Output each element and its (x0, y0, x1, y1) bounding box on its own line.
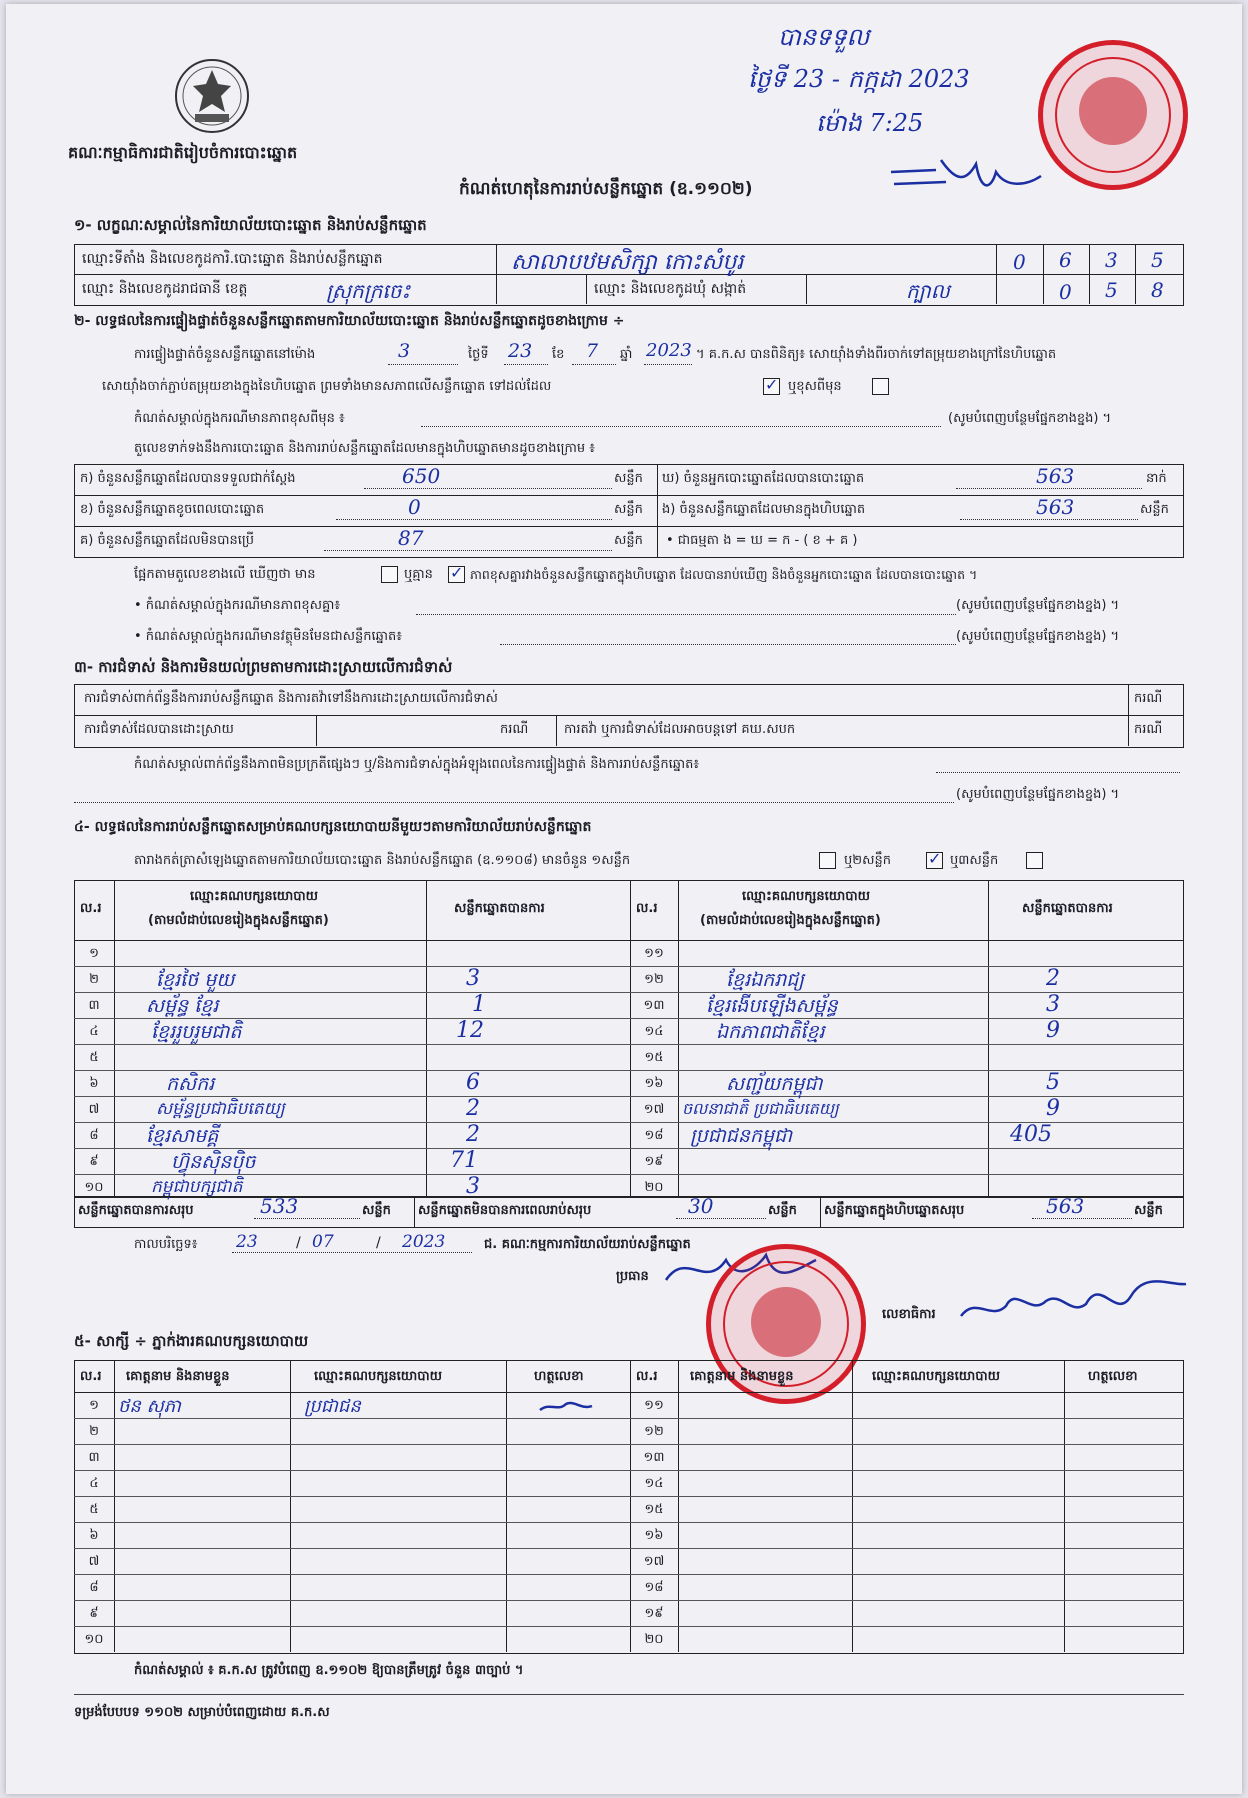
count-d-value: 563 (1036, 464, 1075, 488)
commune-code-1: 0 (1059, 280, 1072, 304)
note-diff-label: កំណត់សម្គាល់ក្នុងករណីមានភាពខុសពីមុន ៖ (134, 411, 345, 426)
result-row-no: ១៨ (644, 1128, 664, 1143)
received-note-line2: ថ្ងៃទី 23 - កក្កដា 2023 (748, 65, 970, 93)
objection-row2-label: ការជំទាស់ដែលបានដោះស្រាយ (84, 722, 234, 737)
count-b-label: ខ) ចំនួនសន្លឹកឆ្នោតខូចពេលបោះឆ្នោត (80, 502, 265, 517)
note-diff-suffix: (សូមបំពេញបន្ថែមផ្នែកខាងខ្នង) ។ (948, 411, 1112, 426)
result-party-name: សម្ព័ន្ធប្រជាធិបតេយ្យ (156, 1099, 285, 1119)
witness-row-no: ៧ (88, 1554, 100, 1569)
date-label: កាលបរិច្ឆេទ៖ (134, 1237, 198, 1252)
official-stamp-top (1038, 40, 1188, 190)
results-col-votes-right: សន្លឹកឆ្នោតបានការ (1022, 901, 1113, 916)
tally-three-sheets-checkbox[interactable] (1026, 852, 1043, 869)
count-e-label: ង) ចំនួនសន្លឹកឆ្នោតដែលមានក្នុងហិបឆ្នោត (662, 502, 866, 517)
note-item-suffix: (សូមបំពេញបន្ថែមផ្នែកខាងខ្នង) ។ (956, 629, 1120, 644)
witness-col-name-right: គោត្តនាម និងនាមខ្លួន (690, 1369, 794, 1384)
note-mismatch-label: • កំណត់សម្គាល់ក្នុងករណីមានភាពខុសគ្នា៖ (134, 598, 341, 613)
witness-row-no: ១៩ (644, 1606, 664, 1621)
total-box-label: សន្លឹកឆ្នោតក្នុងហិបឆ្នោតសរុប (824, 1203, 965, 1218)
result-row-no: ៦ (89, 1076, 99, 1091)
results-col-votes-left: សន្លឹកឆ្នោតបានការ (454, 901, 545, 916)
compare-or: ឬគ្មាន (404, 567, 433, 582)
results-col-party-sub-left: (តាមលំដាប់លេខរៀងក្នុងសន្លឹកឆ្នោត) (148, 913, 329, 928)
result-votes: 3 (466, 1174, 480, 1199)
compare-text-1: ផ្អែកតាមតួលេខខាងលើ ឃើញថា មាន (134, 567, 316, 582)
result-party-name: ខ្មែររួបរួមជាតិ (151, 1021, 242, 1043)
result-party-name: សញ្ជ័យកម្ពុជា (726, 1073, 823, 1095)
result-party-name: ប្រជាជនកម្ពុជា (690, 1125, 793, 1147)
results-col-party-left: ឈ្មោះគណបក្សនយោបាយ (190, 889, 318, 904)
result-row-no: ១៥ (644, 1050, 664, 1065)
note-irregular-label: កំណត់សម្គាល់ពាក់ព័ន្ធនឹងភាពមិនប្រក្រតីផ្សេងៗ ឬ/និងការជំទាស់ក្នុងអំឡុងពេលនៃការផ្ទៀងផ្ទាត់ និងការរាប់សន្លឹកឆ្នោត៖ (134, 757, 700, 772)
compare-text-2: ភាពខុសគ្នារវាងចំនួនសន្លឹកឆ្នោតក្នុងហិបឆ្នោត ដែលបានរាប់ឃើញ និងចំនួនអ្នកបោះឆ្នោត ដែលបានបោះឆ្នោត ។ (470, 567, 978, 582)
result-row-no: ៤ (89, 1024, 99, 1039)
count-d-label: ឃ) ចំនួនអ្នកបោះឆ្នោតដែលបានបោះឆ្នោត (662, 471, 865, 486)
note-mismatch-suffix: (សូមបំពេញបន្ថែមផ្នែកខាងខ្នង) ។ (956, 598, 1120, 613)
tally-three-label: ឬ៣សន្លឹក (950, 853, 999, 868)
station-code-1: 0 (1013, 250, 1026, 274)
witness-row-no: ១៣ (643, 1450, 665, 1465)
commune-code-3: 8 (1151, 278, 1164, 302)
result-party-name: ឯកភាពជាតិខ្មែរ (716, 1021, 825, 1043)
result-votes: 1 (472, 992, 486, 1017)
result-row-no: ១៩ (644, 1154, 664, 1169)
form-title: កំណត់ហេតុនៃការរាប់សន្លឹកឆ្នោត (ឧ.១១០២) (459, 179, 753, 199)
witness-row-no: ៤ (89, 1476, 99, 1491)
form-code: ទម្រង់បែបបទ ១១០២ សម្រាប់បំពេញដោយ គ.ក.ស (74, 1705, 330, 1720)
witness-col-sign-left: ហត្ថលេខា (534, 1369, 584, 1384)
tally-two-sheets-checkbox[interactable] (926, 852, 943, 869)
committee-name: គណៈកម្មាធិការជាតិរៀបចំការបោះឆ្នោត (68, 143, 298, 162)
province-label: ឈ្មោះ និងលេខកូដរាជធានី ខេត្ត (82, 281, 248, 297)
station-code-4: 5 (1151, 248, 1164, 272)
total-invalid-value: 30 (688, 1194, 714, 1218)
chair-label: ប្រធាន (616, 1269, 649, 1284)
result-party-name: ចលនាជាតិ ប្រជាធិបតេយ្យ (682, 1099, 839, 1118)
result-votes: 5 (1046, 1070, 1060, 1095)
witness-col-no-right: ល.រ (636, 1369, 658, 1384)
station-value: សាលាបឋមសិក្សា កោះសំបូរ (511, 250, 744, 275)
witness-col-name-left: គោត្តនាម និងនាមខ្លួន (126, 1369, 230, 1384)
result-party-name: ហ៊្វុនស៊ិនប៉ិច (171, 1151, 256, 1173)
result-votes: 2 (466, 1122, 480, 1147)
result-row-no: ២០ (644, 1180, 664, 1195)
witness-col-no-left: ល.រ (80, 1369, 102, 1384)
witness-col-party-right: ឈ្មោះគណបក្សនយោបាយ (872, 1369, 1000, 1384)
objection-row2-cases: ករណី (500, 722, 529, 737)
counts-intro: តួលេខទាក់ទងនឹងការបោះឆ្នោត និងការរាប់សន្លឹកឆ្នោតដែលមានក្នុងហិបឆ្នោតមានដូចខាងក្រោម ៖ (134, 441, 595, 456)
count-e-value: 563 (1036, 495, 1075, 519)
count-b-value: 0 (408, 495, 421, 519)
verify-prefix: ការផ្ទៀងផ្ទាត់ចំនួនសន្លឹកឆ្នោតនៅម៉ោង (134, 347, 316, 362)
result-party-name: កម្ពុជាបក្សជាតិ (151, 1177, 243, 1197)
secretary-label: លេខាធិការ (882, 1307, 936, 1322)
result-row-no: ១០ (84, 1180, 104, 1195)
total-valid-label: សន្លឹកឆ្នោតបានការសរុប (78, 1203, 194, 1218)
witness-col-party-left: ឈ្មោះគណបក្សនយោបាយ (314, 1369, 442, 1384)
verify-month: 7 (586, 340, 599, 362)
station-code-2: 6 (1059, 248, 1072, 272)
result-party-name: កសិករ (166, 1073, 215, 1095)
results-col-party-right: ឈ្មោះគណបក្សនយោបាយ (742, 889, 870, 904)
section5-heading: ៥- សាក្សី ÷ ភ្នាក់ងារគណបក្សនយោបាយ (74, 1332, 309, 1350)
count-b-unit: សន្លឹក (614, 502, 643, 517)
commune-code-2: 5 (1105, 278, 1118, 302)
count-e-unit: សន្លឹក (1140, 502, 1169, 517)
witness-table (74, 1360, 1184, 1654)
count-c-label: គ) ចំនួនសន្លឹកឆ្នោតដែលមិនបានប្រើ (80, 533, 254, 548)
result-party-name: ខ្មែរឯករាជ្យ (726, 969, 805, 991)
result-votes: 71 (450, 1148, 478, 1173)
witness-1-signature (536, 1396, 596, 1416)
total-box-unit: សន្លឹក (1134, 1203, 1163, 1218)
section4-heading: ៤- លទ្ធផលនៃការរាប់សន្លឹកឆ្នោតសម្រាប់គណបក្សនយោបាយនីមួយៗតាមការិយាល័យរាប់សន្លឹកឆ្នោត (74, 819, 592, 835)
date-month: 07 (312, 1232, 334, 1252)
seal-line: សោយ៉ាំងចាក់ភ្ជាប់តម្រុយខាងក្នុងនៃហិបឆ្នោត ព្រមទាំងមានសភាពលើសន្លឹកឆ្នោត ទៅដល់ដែល (102, 379, 552, 394)
verify-suffix: ។ គ.ក.ស បានពិនិត្យ៖ សោយ៉ាំងទាំងពីរចាក់ទៅតម្រុយខាងក្រៅនៃហិបឆ្នោត (696, 347, 1057, 362)
section3-heading: ៣- ការជំទាស់ និងការមិនយល់ព្រមតាមការដោះស្រាយលើការជំទាស់ (74, 658, 453, 676)
date-year: 2023 (402, 1232, 446, 1252)
count-a-unit: សន្លឹក (614, 471, 643, 486)
footer-note: កំណត់សម្គាល់ ៖ គ.ក.ស ត្រូវបំពេញ ឧ.១១០២ ឱ្យបានត្រឹមត្រូវ ចំនួន ៣ច្បាប់ ។ (134, 1663, 524, 1678)
election-form-page: គណៈកម្មាធិការជាតិរៀបចំការបោះឆ្នោត កំណត់ហេតុនៃការរាប់សន្លឹកឆ្នោត (ឧ.១១០២) បានទទួល ថ្ងៃទី 23 - កក្កដា 2023 ម៉ោង 7:25 ១- លក្ខណៈសម្គាល់នៃការិយាល័យបោះឆ្នោត និងរាប់សន្លឹកឆ្នោត ឈ្មោះទីតាំង និងលេខកូដការិ.បោះឆ្នោត និងរាប់សន្លឹកឆ្នោត សាលាបឋមសិក្សា កោះសំបូរ 0 6 3 5 ឈ្មោះ និងលេខកូដរាជធានី ខេត្ត ស្រុកក្រចេះ ឈ្មោះ និងលេខកូដឃុំ សង្កាត់ ក្បាល 0 5 8 ២- លទ្ធផលនៃការផ្ទៀងផ្ទាត់ចំនួនសន្លឹកឆ្នោតតាមការិយាល័យបោះឆ្នោត និងរាប់សន្លឹកឆ្នោតដូចខាងក្រោម ÷ ការផ្ទៀងផ្ទាត់ចំនួនសន្លឹកឆ្នោតនៅម៉ោង 3 ថ្ងៃទី 23 ខែ 7 ឆ្នាំ 2023 ។ គ.ក.ស បានពិនិត្យ៖ សោយ៉ាំងទាំងពីរចាក់ទៅតម្រុយខាងក្រៅនៃហិបឆ្នោត សោយ៉ាំងចាក់ភ្ជាប់តម្រុយខាងក្នុងនៃហិបឆ្នោត ព្រមទាំងមានសភាពលើសន្លឹកឆ្នោត ទៅដល់ដែល ✓ ឬខុសពីមុន កំណត់សម្គាល់ក្នុងករណីមានភាពខុសពីមុន ៖ (សូមបំពេញបន្ថែមផ្នែកខាងខ្នង) ។ តួលេខទាក់ទងនឹងការបោះឆ្នោត និងការរាប់សន្លឹកឆ្នោតដែលមានក្នុងហិបឆ្នោតមានដូចខាងក្រោម ៖ ក) ចំនួនសន្លឹកឆ្នោតដែលបានទទួលជាក់ស្តែង 650 សន្លឹក ខ) ចំនួនសន្លឹកឆ្នោតខូចពេលបោះឆ្នោត 0 សន្លឹក គ) ចំនួនសន្លឹកឆ្នោតដែលមិនបានប្រើ 87 សន្លឹក ឃ) ចំនួនអ្នកបោះឆ្នោតដែលបានបោះឆ្នោត 563 នាក់ ង) ចំនួនសន្លឹកឆ្នោតដែលមានក្នុងហិបឆ្នោត 563 សន្លឹក • ជាធម្មតា ង = ឃ = ក - ( ខ + គ ) ផ្អែកតាមតួលេខខាងលើ ឃើញថា មាន ឬគ្មាន ✓ ភាពខុសគ្នារវាងចំនួនសន្លឹកឆ្នោតក្នុងហិបឆ្នោត ដែលបានរាប់ឃើញ និងចំនួនអ្នកបោះឆ្នោត ដែលបានបោះឆ្នោត ។ • កំណត់សម្គាល់ក្នុងករណីមានភាពខុសគ្នា៖ (សូមបំពេញបន្ថែមផ្នែកខាងខ្នង) ។ • កំណត់សម្គាល់ក្នុងករណីមានវត្ថុមិនមែនជាសន្លឹកឆ្នោត៖ (សូមបំពេញបន្ថែមផ្នែកខាងខ្នង) ។ ៣- ការជំទាស់ និងការមិនយល់ព្រមតាមការដោះស្រាយលើការជំទាស់ ការជំទាស់ពាក់ព័ន្ធនឹងការរាប់សន្លឹកឆ្នោត និងការតវ៉ាទៅនឹងការដោះស្រាយលើការជំទាស់ ករណី ការជំទាស់ដែលបានដោះស្រាយ ករណី ការតវ៉ា ឬការជំទាស់ដែលអាចបន្តទៅ គឃ.សបក ករណី កំណត់សម្គាល់ពាក់ព័ន្ធនឹងភាពមិនប្រក្រតីផ្សេងៗ ឬ/និងការជំទាស់ក្នុងអំឡុងពេលនៃការផ្ទៀងផ្ទាត់ និងការរាប់សន្លឹកឆ្នោត៖ (សូមបំពេញបន្ថែមផ្នែកខាងខ្នង) ។ ៤- លទ្ធផលនៃការរាប់សន្លឹកឆ្នោតសម្រាប់គណបក្សនយោបាយនីមួយៗតាមការិយាល័យរាប់សន្លឹកឆ្នោត តារាងកត់ត្រាសំឡេងឆ្នោតតាមការិយាល័យបោះឆ្នោត និងរាប់សន្លឹកឆ្នោត (ឧ.១១០៨) មានចំនួន ១សន្លឹក ឬ២សន្លឹក ✓ ឬ៣សន្លឹក ល.រ ឈ្មោះគណបក្សនយោបាយ (តាមលំដាប់លេខរៀងក្នុងសន្លឹកឆ្នោត) សន្លឹកឆ្នោតបានការ ល.រ ឈ្មោះគណបក្សនយោបាយ (តាមលំដាប់លេខរៀងក្នុងសន្លឹកឆ្នោត) សន្លឹកឆ្នោតបានការ ១ ២ ៣ ៤ ៥ ៦ ៧ ៨ ៩ ១០ ខ្មែរថៃ មួយ សម្ព័ន្ធ ខ្មែរ ខ្មែររួបរួមជាតិ កសិករ សម្ព័ន្ធប្រជាធិបតេយ្យ ខ្មែរសាមគ្គី ហ៊្វុនស៊ិនប៉ិច កម្ពុជាបក្សជាតិ 3 1 12 6 2 2 71 3 ១១ ១២ ១៣ ១៤ ១៥ ១៦ ១៧ ១៨ ១៩ ២០ ខ្មែរឯករាជ្យ ខ្មែរងើបឡើងសម្ព័ន្ធ ឯកភាពជាតិខ្មែរ សញ្ជ័យកម្ពុជា ចលនាជាតិ ប្រជាធិបតេយ្យ ប្រជាជនកម្ពុជា 2 3 9 5 9 405 សន្លឹកឆ្នោតបានការសរុប 533 សន្លឹក សន្លឹកឆ្នោតមិនបានការពេលរាប់សរុប 30 សន្លឹក សន្លឹកឆ្នោតក្នុងហិបឆ្នោតសរុប 563 សន្លឹក កាលបរិច្ឆេទ៖ 23 / 07 / 2023 ជ. គណៈកម្មការការិយាល័យរាប់សន្លឹកឆ្នោត ប្រធាន លេខាធិការ ៥- សាក្សី ÷ ភ្នាក់ងារគណបក្សនយោបាយ ល.រ គោត្តនាម និងនាមខ្លួន ឈ្មោះគណបក្សនយោបាយ ហត្ថលេខា ល.រ គោត្តនាម និងនាមខ្លួន ឈ្មោះគណបក្សនយោបាយ ហត្ថលេខា ១ ២ ៣ ៤ ៥ ៦ ៧ ៨ ៩ ១០ ១១ ១២ ១៣ ១៤ ១៥ ១៦ ១៧ ១៨ ១៩ ២០ ថន សុភា ប្រជាជន កំណត់សម្គាល់ ៖ គ.ក.ស ត្រូវបំពេញ ឧ.១១០២ ឱ្យបានត្រឹមត្រូវ ចំនួន ៣ច្បាប់ ។ ទម្រង់បែបបទ ១១០២ សម្រាប់បំពេញដោយ គ.ក.ស (6, 4, 1242, 1794)
station-code-3: 3 (1105, 248, 1118, 272)
count-a-value: 650 (402, 464, 441, 488)
month-label: ខែ (552, 347, 565, 362)
objection-row1-label: ការជំទាស់ពាក់ព័ន្ធនឹងការរាប់សន្លឹកឆ្នោត និងការតវ៉ាទៅនឹងការដោះស្រាយលើការជំទាស់ (84, 691, 498, 706)
results-col-no-left: ល.រ (80, 901, 102, 916)
note-irregular-suffix: (សូមបំពេញបន្ថែមផ្នែកខាងខ្នង) ។ (956, 787, 1120, 802)
difference-no-checkbox[interactable] (448, 566, 465, 583)
note-item-label: • កំណត់សម្គាល់ក្នុងករណីមានវត្ថុមិនមែនជាសន្លឹកឆ្នោត៖ (134, 629, 402, 644)
secretary-signature (956, 1266, 1196, 1336)
result-votes: 3 (1046, 992, 1060, 1017)
day-label: ថ្ងៃទី (468, 347, 489, 362)
count-c-value: 87 (398, 526, 424, 550)
witness-row-no: ១៧ (643, 1554, 665, 1569)
result-row-no: ៣ (88, 998, 100, 1013)
result-row-no: ៨ (89, 1128, 99, 1143)
result-party-name: សម្ព័ន្ធ ខ្មែរ (146, 995, 219, 1017)
tally-text: តារាងកត់ត្រាសំឡេងឆ្នោតតាមការិយាល័យបោះឆ្នោត និងរាប់សន្លឹកឆ្នោត (ឧ.១១០៨) មានចំនួន ១សន្លឹក (134, 853, 631, 868)
objection-row1-cases: ករណី (1134, 691, 1163, 706)
seal-or-label: ឬខុសពីមុន (788, 379, 842, 394)
result-votes: 2 (466, 1096, 480, 1121)
results-col-party-sub-right: (តាមលំដាប់លេខរៀងក្នុងសន្លឹកឆ្នោត) (700, 913, 881, 928)
total-valid-value: 533 (260, 1194, 299, 1218)
witness-row-no: ៣ (88, 1450, 100, 1465)
total-box-value: 563 (1046, 1194, 1085, 1218)
result-row-no: ១១ (644, 946, 664, 961)
totals-row (74, 1196, 1184, 1228)
result-row-no: ៩ (89, 1154, 99, 1169)
received-note-line3: ម៉ោង 7:25 (816, 109, 924, 137)
nec-logo (171, 56, 253, 136)
verify-hour: 3 (398, 340, 411, 362)
witness-row-no: ១ (89, 1398, 99, 1413)
year-label: ឆ្នាំ (620, 347, 633, 362)
witness-row-no: ២ (89, 1424, 99, 1439)
result-row-no: ២ (89, 972, 99, 987)
objection-row2-right: ការតវ៉ា ឬការជំទាស់ដែលអាចបន្តទៅ គឃ.សបក (564, 722, 796, 737)
seal-intact-checkbox[interactable] (763, 378, 780, 395)
witness-1-name: ថន សុភា (118, 1396, 181, 1417)
result-votes: 9 (1046, 1018, 1060, 1043)
result-votes: 6 (466, 1070, 480, 1095)
result-row-no: ១ (89, 946, 99, 961)
count-formula: • ជាធម្មតា ង = ឃ = ក - ( ខ + គ ) (666, 533, 858, 548)
commune-value: ក្បាល (906, 279, 950, 303)
section1-heading: ១- លក្ខណៈសម្គាល់នៃការិយាល័យបោះឆ្នោត និងរាប់សន្លឹកឆ្នោត (74, 216, 427, 234)
result-votes: 2 (1046, 966, 1060, 991)
count-d-unit: នាក់ (1146, 471, 1167, 486)
seal-changed-checkbox[interactable] (872, 378, 889, 395)
station-label: ឈ្មោះទីតាំង និងលេខកូដការិ.បោះឆ្នោត និងរាប់សន្លឹកឆ្នោត (82, 251, 383, 267)
result-row-no: ១៣ (643, 998, 665, 1013)
tally-one-sheet-checkbox[interactable] (819, 852, 836, 869)
verify-year: 2023 (646, 340, 692, 361)
count-a-label: ក) ចំនួនសន្លឹកឆ្នោតដែលបានទទួលជាក់ស្តែង (80, 471, 296, 486)
result-votes: 12 (456, 1018, 484, 1043)
results-col-no-right: ល.រ (636, 901, 658, 916)
date-day: 23 (236, 1232, 258, 1252)
result-party-name: ខ្មែរងើបឡើងសម្ព័ន្ធ (706, 995, 838, 1017)
verify-day: 23 (508, 340, 533, 362)
received-note-line1: បានទទួល (778, 23, 870, 51)
total-invalid-unit: សន្លឹក (768, 1203, 797, 1218)
objection-row2-right-cases: ករណី (1134, 722, 1163, 737)
witness-row-no: ២០ (644, 1632, 664, 1647)
tally-two-label: ឬ២សន្លឹក (844, 853, 891, 868)
witness-row-no: ៩ (89, 1606, 99, 1621)
result-votes: 9 (1046, 1096, 1060, 1121)
result-row-no: ៧ (88, 1102, 100, 1117)
witness-row-no: ១៥ (644, 1502, 664, 1517)
result-row-no: ៥ (89, 1050, 99, 1065)
witness-row-no: ១៨ (644, 1580, 664, 1595)
received-signature (886, 152, 1046, 198)
witness-row-no: ១០ (84, 1632, 104, 1647)
total-invalid-label: សន្លឹកឆ្នោតមិនបានការពេលរាប់សរុប (418, 1203, 592, 1218)
section2-heading: ២- លទ្ធផលនៃការផ្ទៀងផ្ទាត់ចំនួនសន្លឹកឆ្នោតតាមការិយាល័យបោះឆ្នោត និងរាប់សន្លឹកឆ្នោតដូចខាងក្រោម ÷ (74, 313, 625, 329)
counting-committee-label: ជ. គណៈកម្មការការិយាល័យរាប់សន្លឹកឆ្នោត (484, 1237, 691, 1252)
result-row-no: ១២ (644, 972, 664, 987)
count-c-unit: សន្លឹក (614, 533, 643, 548)
difference-yes-checkbox[interactable] (381, 566, 398, 583)
commune-label: ឈ្មោះ និងលេខកូដឃុំ សង្កាត់ (594, 281, 747, 297)
result-row-no: ១៧ (643, 1102, 665, 1117)
witness-col-sign-right: ហត្ថលេខា (1088, 1369, 1138, 1384)
result-row-no: ១៦ (644, 1076, 664, 1091)
witness-1-party: ប្រជាជន (304, 1396, 361, 1417)
witness-row-no: ១២ (644, 1424, 664, 1439)
witness-row-no: ១៦ (644, 1528, 664, 1543)
province-value: ស្រុកក្រចេះ (326, 279, 411, 303)
result-party-name: ខ្មែរថៃ មួយ (156, 969, 235, 991)
total-valid-unit: សន្លឹក (362, 1203, 391, 1218)
result-votes: 405 (1010, 1122, 1052, 1147)
witness-row-no: ៥ (89, 1502, 99, 1517)
result-votes: 3 (466, 966, 480, 991)
result-party-name: ខ្មែរសាមគ្គី (146, 1125, 219, 1147)
witness-row-no: ៨ (89, 1580, 99, 1595)
witness-row-no: ៦ (89, 1528, 99, 1543)
result-row-no: ១៤ (644, 1024, 664, 1039)
witness-row-no: ១៤ (644, 1476, 664, 1491)
witness-row-no: ១១ (644, 1398, 664, 1413)
